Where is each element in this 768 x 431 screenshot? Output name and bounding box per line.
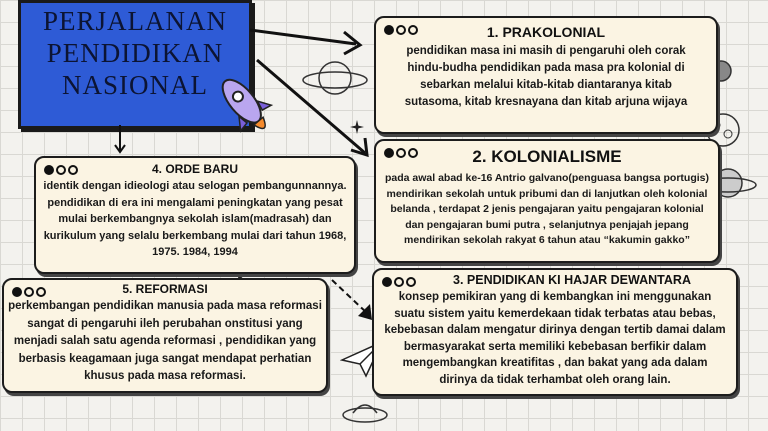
card-kolonialisme bbox=[374, 139, 720, 263]
card-ki-hajar-dewantara bbox=[372, 268, 738, 396]
card-body: identik dengan idieologi atau selogan pembangunnannya. pendidikan di era ini mengalami peningkatan yang pesat mulai berkembangnya sekolah islam(madrasah) dan kurikulum yang selalu berkembang mulai dari tahun 1968, 1975. 1984, 1994 bbox=[43, 180, 347, 258]
window-dots-icon bbox=[384, 25, 420, 37]
card-body: pada awal abad ke-16 Antrio galvano(penguasa bangsa portugis) mendirikan sekolah untuk pribumi dan di lanjutkan oleh kolonial belanda , terdapat 2 jenis pengajaran yaitu pengajaran kolonial dan pengajaran bumi putra , selanjutnya penjajah jepang mendirikan sekolah rakyat 6 tahun atau “kakumin gakko” bbox=[384, 172, 709, 246]
title-line-2: PENDIDIKAN bbox=[46, 38, 224, 68]
window-dots-icon bbox=[384, 148, 420, 160]
card-body: pendidikan masa ini masih di pengaruhi oleh corak hindu-budha pendidikan pada masa pra kolonial di sebarkan melalui kitab-kitab diantaranya kitab sutasoma, kitab kresnayana dan kitab arjuna wijaya bbox=[404, 45, 688, 108]
card-heading: 4. ORDE BARU bbox=[151, 162, 238, 176]
ufo-icon bbox=[340, 395, 390, 431]
window-dots-icon bbox=[44, 165, 80, 177]
card-heading: 5. REFORMASI bbox=[122, 282, 208, 296]
title-line-3: NASIONAL bbox=[62, 70, 208, 100]
card-body: konsep pemikiran yang di kembangkan ini menggunakan suatu sistem yaitu kemerdekaan tidak terbatas atau bebas, kebebasan dalam mengatur dirinya dengan tertib damai dalam bermasyarakat serta memiliki kebebasan berfikir dalam mengembangkan kreatifitas , dan bakat yang ada dalam dirinya da tidak terhambat oleh orang lain. bbox=[384, 291, 726, 386]
card-reformasi bbox=[2, 278, 328, 393]
card-heading: 3. PENDIDIKAN KI HAJAR DEWANTARA bbox=[453, 273, 691, 287]
card-heading: 1. PRAKOLONIAL bbox=[486, 24, 606, 40]
card-body: perkembangan pendidikan manusia pada masa reformasi sangat di pengaruhi ileh perubahan onstitusi yang menjadi salah satu agenda reformasi , pendidikan yang berbasis keagamaan juga sangat mendapat perhatian khusus pada masa reformasi. bbox=[8, 300, 322, 382]
arrow-title-down bbox=[112, 125, 128, 155]
arrow-title-to-prakolonial bbox=[248, 18, 368, 58]
card-prakolonial bbox=[374, 16, 718, 134]
window-dots-icon bbox=[382, 277, 418, 289]
card-heading: 2. KOLONIALISME bbox=[472, 147, 622, 166]
title-line-1: PERJALANAN bbox=[42, 6, 227, 36]
window-dots-icon bbox=[12, 287, 48, 299]
arrow-title-to-kolonialisme bbox=[255, 58, 380, 163]
card-orde-baru bbox=[34, 156, 356, 274]
